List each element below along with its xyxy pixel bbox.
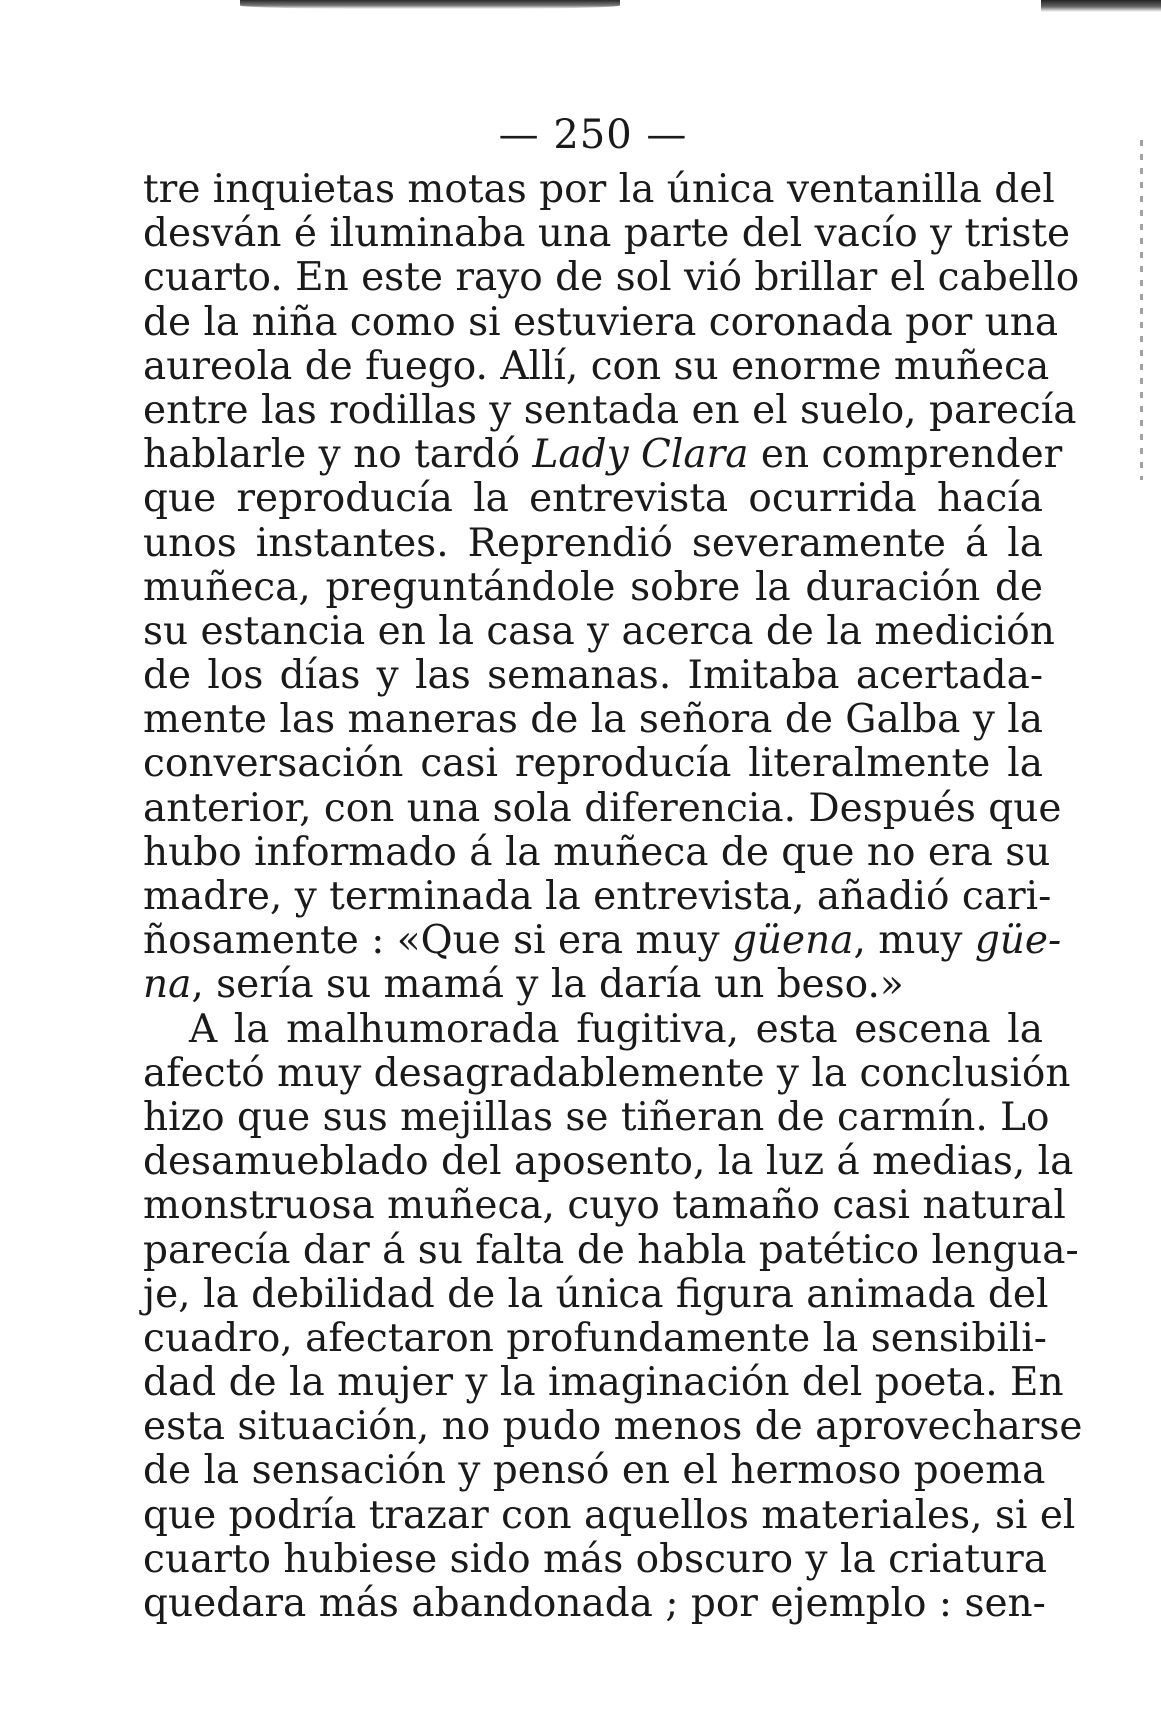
text-line: madre, y terminada la entrevista, añadió cari-	[143, 874, 1052, 919]
text-run: hablarle y no tardó	[143, 432, 533, 478]
text-line: de los días y las semanas. Imitaba acertada-	[143, 653, 1043, 699]
text-line: unos instantes. Reprendió severamente á la	[143, 520, 1043, 566]
text-line: que podría trazar con aquellos materiales, si el	[143, 1492, 1076, 1538]
book-page	[143, 110, 1083, 1626]
scan-shadow-corner	[1041, 0, 1161, 12]
text-line: esta situación, no pudo menos de aprovecharse	[143, 1404, 1083, 1450]
italic-word: güe-	[974, 918, 1062, 964]
text-line: desamueblado del aposento, la luz á medias, la	[143, 1139, 1074, 1185]
page-edge-artifact	[1140, 140, 1143, 480]
text-line: mente las maneras de la señora de Galba y la	[143, 697, 1043, 743]
text-run: en comprender	[748, 432, 1063, 478]
text-line: hubo informado á la muñeca de que no era su	[143, 829, 1051, 875]
text-line: muñeca, preguntándole sobre la duración de	[143, 564, 1043, 610]
text-line	[143, 918, 1062, 964]
text-line: parecía dar á su falta de habla patético lengua-	[143, 1227, 1079, 1273]
text-line: que reproducía la entrevista ocurrida hacía	[143, 476, 1043, 522]
text-line: afectó muy desagradablemente y la conclusión	[143, 1050, 1071, 1096]
italic-name: Lady Clara	[532, 432, 749, 478]
text-line	[143, 963, 1043, 1007]
text-line: anterior, con una sola diferencia. Después que	[143, 785, 1062, 831]
text-line: monstruosa muñeca, cuyo tamaño casi natural	[143, 1183, 1066, 1229]
text-line: A la malhumorada fugitiva, esta escena la	[189, 1006, 1043, 1052]
text-line	[143, 432, 1063, 478]
scan-shadow-top	[240, 0, 620, 9]
text-line: conversación casi reproducía literalmente la	[143, 741, 1043, 787]
text-line: cuarto. En este rayo de sol vió brillar el cabello	[143, 255, 1080, 301]
page-number: — 250 —	[498, 112, 688, 158]
text-line: su estancia en la casa y acerca de la medición	[143, 608, 1055, 654]
text-run: ñosamente : «Que si era muy	[143, 918, 732, 964]
text-run: , muy	[853, 918, 975, 964]
text-line: dad de la mujer y la imaginación del poeta. En	[143, 1360, 1064, 1406]
text-line: je, la debilidad de la única figura animada del	[143, 1271, 1049, 1317]
text-line: cuarto hubiese sido más obscuro y la criatura	[143, 1536, 1048, 1582]
body-text	[143, 167, 1083, 1626]
text-line: desván é iluminaba una parte del vacío y triste	[143, 211, 1071, 257]
text-line: cuadro, afectaron profundamente la sensibili-	[143, 1315, 1047, 1361]
text-line: aureola de fuego. Allí, con su enorme muñeca	[143, 343, 1050, 389]
text-line: quedara más abandonada ; por ejemplo : sen-	[143, 1581, 1046, 1626]
text-line: de la niña como si estuviera coronada por una	[143, 299, 1059, 345]
italic-word: güena	[731, 918, 854, 964]
italic-word: na	[143, 962, 192, 1008]
text-line: entre las rodillas y sentada en el suelo, parecía	[143, 387, 1077, 433]
text-line: hizo que sus mejillas se tiñeran de carmín. Lo	[143, 1094, 1050, 1140]
text-line: tre inquietas motas por la única ventanilla del	[143, 167, 1055, 212]
text-line: de la sensación y pensó en el hermoso poema	[143, 1448, 1046, 1494]
text-run: , sería su mamá y la daría un beso.»	[191, 962, 904, 1008]
